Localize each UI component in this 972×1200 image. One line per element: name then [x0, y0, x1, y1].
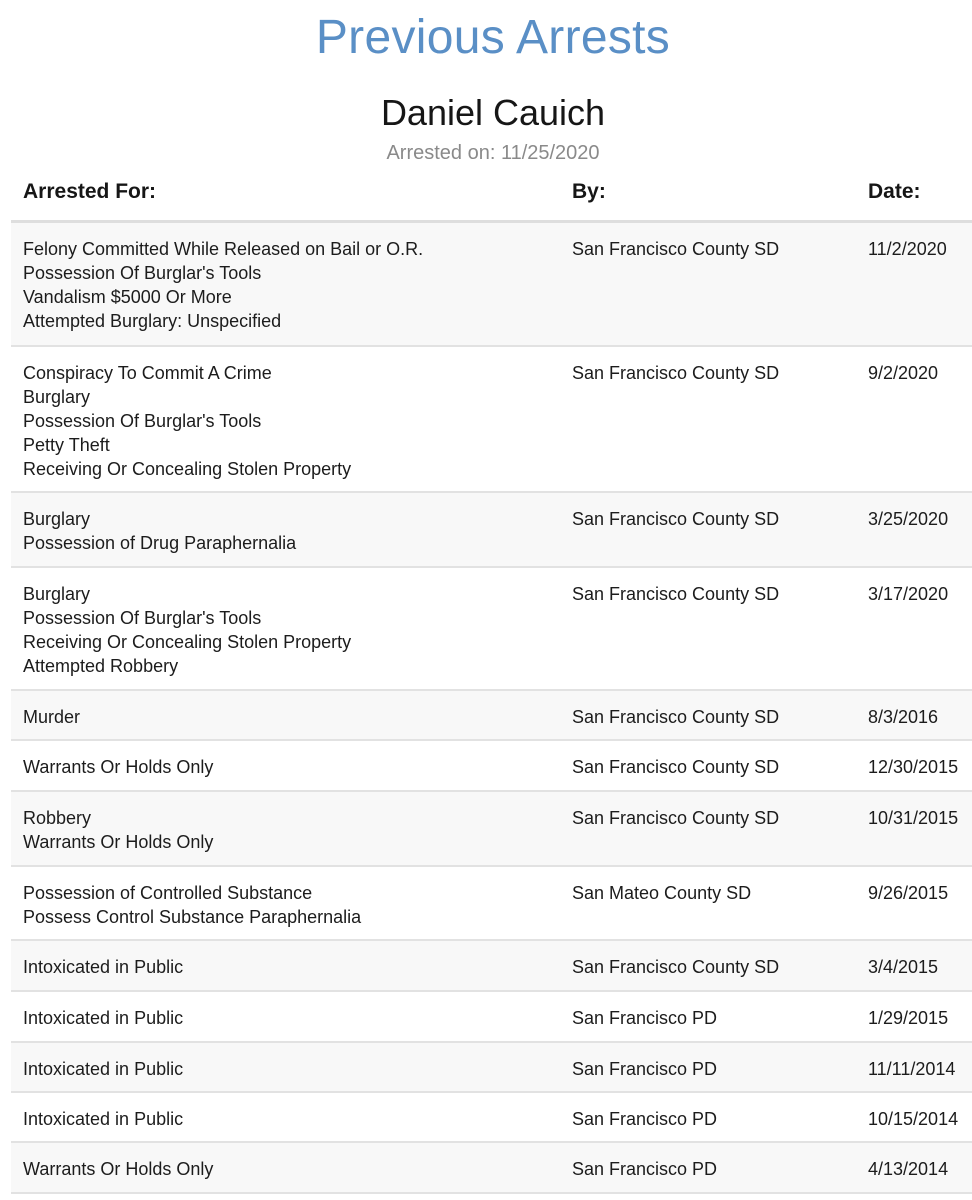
arrest-date-cell: 3/25/2020	[868, 509, 949, 529]
table-row	[11, 741, 972, 792]
arrests-table	[11, 168, 972, 1194]
arrest-date-cell: 11/2/2020	[868, 239, 947, 259]
arrested-for-cell	[23, 705, 80, 729]
arrested-for-cell	[23, 1157, 213, 1181]
arrested-for-cell	[23, 237, 423, 333]
charge-item: Receiving Or Concealing Stolen Property	[23, 632, 352, 652]
charge-item: Warrants Or Holds Only	[23, 832, 214, 852]
arresting-agency-cell: San Francisco County SD	[572, 808, 780, 828]
table-row	[11, 992, 972, 1043]
table-body	[11, 223, 972, 1194]
arrested-for-cell	[23, 507, 296, 555]
charge-item: Possession Of Burglar's Tools	[23, 411, 262, 431]
arresting-agency-cell: San Francisco PD	[572, 1109, 718, 1129]
arrest-date-cell: 11/11/2014	[868, 1059, 956, 1079]
arrested-for-cell	[23, 361, 351, 481]
charge-item: Robbery	[23, 808, 92, 828]
charge-item: Possession Of Burglar's Tools	[23, 263, 262, 283]
charge-item: Attempted Robbery	[23, 656, 179, 676]
arresting-agency-cell: San Francisco County SD	[572, 707, 780, 727]
arrested-for-cell	[23, 881, 361, 929]
charge-item: Warrants Or Holds Only	[23, 1159, 214, 1179]
charge-item: Possess Control Substance Paraphernalia	[23, 907, 362, 927]
charge-item: Receiving Or Concealing Stolen Property	[23, 459, 352, 479]
charge-item: Attempted Burglary: Unspecified	[23, 311, 282, 331]
charge-item: Conspiracy To Commit A Crime	[23, 363, 272, 383]
table-row	[11, 223, 972, 347]
charge-item: Warrants Or Holds Only	[23, 757, 214, 777]
arrested-for-cell	[23, 582, 351, 678]
table-header-row	[11, 168, 972, 223]
charge-item: Possession of Drug Paraphernalia	[23, 533, 297, 553]
charge-item: Petty Theft	[23, 435, 110, 455]
table-row	[11, 493, 972, 568]
charge-item: Intoxicated in Public	[23, 1059, 184, 1079]
table-row	[11, 792, 972, 867]
arrest-date-cell: 8/3/2016	[868, 707, 939, 727]
arresting-agency-cell: San Francisco County SD	[572, 509, 780, 529]
charge-item: Possession Of Burglar's Tools	[23, 608, 262, 628]
arrested-for-cell	[23, 755, 213, 779]
column-header-by: By:	[572, 180, 606, 203]
arresting-agency-cell: San Francisco County SD	[572, 584, 780, 604]
arrest-date-cell: 10/31/2015	[868, 808, 959, 828]
person-name: Daniel Cauich	[380, 92, 606, 133]
arrested-for-cell	[23, 806, 213, 854]
arrest-date-cell: 3/17/2020	[868, 584, 949, 604]
arresting-agency-cell: San Francisco PD	[572, 1008, 718, 1028]
charge-item: Intoxicated in Public	[23, 1008, 184, 1028]
table-row	[11, 1143, 972, 1194]
table-row	[11, 347, 972, 493]
arrest-date-cell: 3/4/2015	[868, 957, 939, 977]
table-row	[11, 568, 972, 691]
arresting-agency-cell: San Francisco PD	[572, 1159, 718, 1179]
arresting-agency-cell: San Francisco PD	[572, 1059, 718, 1079]
arrest-date-cell: 1/29/2015	[868, 1008, 949, 1028]
column-header-arrested-for: Arrested For:	[23, 180, 157, 203]
arrested-for-cell	[23, 1107, 183, 1131]
arrest-date-cell: 9/26/2015	[868, 883, 949, 903]
page-title: Previous Arrests	[315, 11, 671, 64]
charge-item: Intoxicated in Public	[23, 957, 184, 977]
charge-item: Burglary	[23, 584, 91, 604]
table-row	[11, 1093, 972, 1143]
arrest-date-cell: 4/13/2014	[868, 1159, 949, 1179]
arrest-date-cell: 12/30/2015	[868, 757, 959, 777]
arresting-agency-cell: San Francisco County SD	[572, 757, 780, 777]
charge-item: Burglary	[23, 509, 91, 529]
arrested-for-cell	[23, 1006, 183, 1030]
arrested-on-date: Arrested on: 11/25/2020	[386, 142, 600, 164]
table-row	[11, 867, 972, 941]
arrest-date-cell: 9/2/2020	[868, 363, 939, 383]
arresting-agency-cell: San Francisco County SD	[572, 363, 780, 383]
table-row	[11, 941, 972, 992]
charge-item: Burglary	[23, 387, 91, 407]
arresting-agency-cell: San Mateo County SD	[572, 883, 752, 903]
column-header-date: Date:	[868, 180, 921, 203]
charge-item: Intoxicated in Public	[23, 1109, 184, 1129]
charge-item: Vandalism $5000 Or More	[23, 287, 232, 307]
arrested-for-cell	[23, 1057, 183, 1081]
table-row	[11, 1043, 972, 1093]
arrested-for-cell	[23, 955, 183, 979]
table-row	[11, 691, 972, 741]
arrest-date-cell: 10/15/2014	[868, 1109, 959, 1129]
charge-item: Felony Committed While Released on Bail or O.R.	[23, 239, 424, 259]
charge-item: Murder	[23, 707, 81, 727]
arresting-agency-cell: San Francisco County SD	[572, 239, 780, 259]
charge-item: Possession of Controlled Substance	[23, 883, 313, 903]
arresting-agency-cell: San Francisco County SD	[572, 957, 780, 977]
